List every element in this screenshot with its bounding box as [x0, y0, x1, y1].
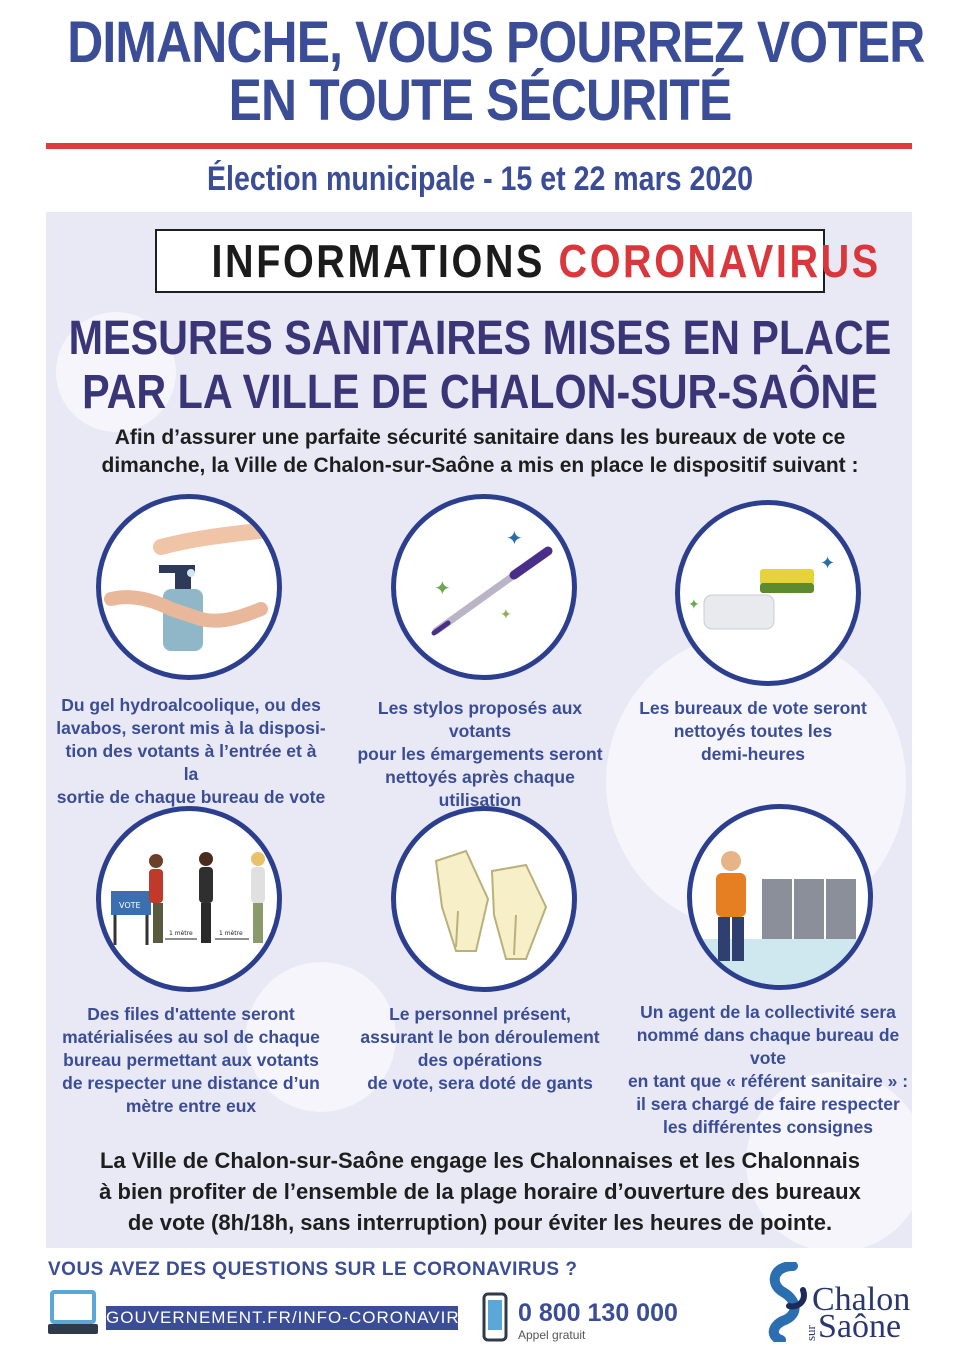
logo-word-sur: sur: [803, 1325, 818, 1341]
caption-line: de vote, sera doté de gants: [367, 1073, 593, 1093]
caption-line: Des files d'attente seront: [87, 1004, 295, 1024]
caption-line: des opérations: [417, 1050, 543, 1070]
closing-paragraph: [70, 1145, 890, 1238]
laptop-icon: [48, 1290, 98, 1338]
closing-line-1: La Ville de Chalon-sur-Saône engage les Chalonnaises et les Chalonnais: [99, 1148, 861, 1173]
svg-text:✦: ✦: [506, 526, 523, 550]
caption-line: bureau permettant aux votants: [63, 1050, 319, 1070]
caption-cleaning: [628, 697, 878, 766]
health-referent-icon: [687, 804, 873, 990]
svg-text:✦: ✦: [796, 840, 813, 864]
caption-line: assurant le bon déroulement: [360, 1027, 600, 1047]
hotline-note: Appel gratuit: [518, 1328, 586, 1342]
gov-info-link[interactable]: GOUVERNEMENT.FR/INFO-CORONAVIRUS: [106, 1306, 458, 1330]
caption-line: mètre entre eux: [125, 1096, 257, 1116]
intro-paragraph: [60, 424, 900, 480]
measures-line-2: PAR LA VILLE DE CHALON-SUR-SAÔNE: [82, 366, 878, 419]
caption-line: tion des votants à l’entrée et à la: [65, 741, 317, 784]
banner-coronavirus-word: CORONAVIRUS: [558, 235, 881, 287]
banner-info-word: INFORMATIONS: [211, 235, 545, 287]
caption-pen: [345, 697, 615, 812]
questions-heading: VOUS AVEZ DES QUESTIONS SUR LE CORONAVIRUS ?: [48, 1259, 578, 1280]
caption-line: Un agent de la collectivité sera: [640, 1002, 896, 1022]
phone-icon: [482, 1292, 508, 1342]
coronavirus-info-banner: [155, 229, 881, 293]
caption-line: Les bureaux de vote seront: [639, 698, 867, 718]
caption-line: Les stylos proposés aux votants: [377, 698, 583, 741]
svg-text:✦: ✦: [500, 607, 512, 623]
caption-line: les différentes consignes: [662, 1117, 874, 1137]
caption-line: demi-heures: [700, 744, 806, 764]
caption-line: nettoyés toutes les: [673, 721, 833, 741]
caption-line: nettoyés après chaque: [385, 767, 575, 787]
caption-hand-sanitizer: [56, 694, 326, 809]
caption-line: lavabos, seront mis à la disposi-: [56, 718, 326, 738]
svg-text:✦: ✦: [688, 597, 700, 613]
queue-distance-icon: [96, 806, 282, 992]
gloves-icon: [391, 806, 577, 992]
caption-gloves: [345, 1003, 615, 1095]
title-line-2: EN TOUTE SÉCURITÉ: [228, 68, 732, 133]
logo-word-chalon: Chalon: [812, 1281, 911, 1318]
measures-heading: [67, 312, 893, 420]
svg-text:✦: ✦: [434, 576, 451, 600]
logo-word-saone: Saône: [818, 1308, 902, 1345]
title-line-1: DIMANCHE, VOUS POURREZ VOTER: [67, 10, 925, 75]
caption-line: sortie de chaque bureau de vote: [56, 787, 326, 807]
intro-line-1: Afin d’assurer une parfaite sécurité sanitaire dans les bureaux de vote ce: [114, 426, 846, 449]
election-subtitle: Élection municipale - 15 et 22 mars 2020: [206, 160, 754, 198]
closing-line-2: à bien profiter de l’ensemble de la plage horaire d’ouverture des bureaux: [99, 1179, 861, 1204]
intro-line-2: dimanche, la Ville de Chalon-sur-Saône a mis en place le dispositif suivant :: [101, 454, 859, 477]
caption-line: Du gel hydroalcoolique, ou des: [61, 695, 321, 715]
hand-sanitizer-icon: [96, 494, 282, 680]
caption-line: Le personnel présent,: [389, 1004, 571, 1024]
page-title: [67, 10, 925, 133]
svg-text:✦: ✦: [820, 553, 836, 574]
measures-line-1: MESURES SANITAIRES MISES EN PLACE: [68, 312, 892, 365]
closing-line-3: de vote (8h/18h, sans interruption) pour éviter les heures de pointe.: [127, 1210, 833, 1235]
pen-icon: [391, 494, 577, 680]
cleaning-wipes-sponge-icon: [675, 500, 861, 686]
caption-line: utilisation: [438, 790, 522, 810]
caption-line: pour les émargements seront: [357, 744, 603, 764]
title-divider: [46, 143, 912, 149]
distance-label-1: 1 mètre: [169, 930, 193, 937]
caption-line: il sera chargé de faire respecter: [636, 1094, 900, 1114]
caption-line: en tant que « référent sanitaire » :: [627, 1071, 909, 1091]
caption-line: de respecter une distance d’un: [62, 1073, 320, 1093]
caption-line: matérialisées au sol de chaque: [62, 1027, 320, 1047]
caption-line: nommé dans chaque bureau de vote: [636, 1025, 900, 1068]
vote-box-label: VOTE: [119, 901, 141, 910]
caption-referent: [618, 1001, 918, 1139]
caption-queue: [56, 1003, 326, 1118]
hotline-number[interactable]: 0 800 130 000: [518, 1299, 678, 1327]
distance-label-2: 1 mètre: [219, 930, 243, 937]
